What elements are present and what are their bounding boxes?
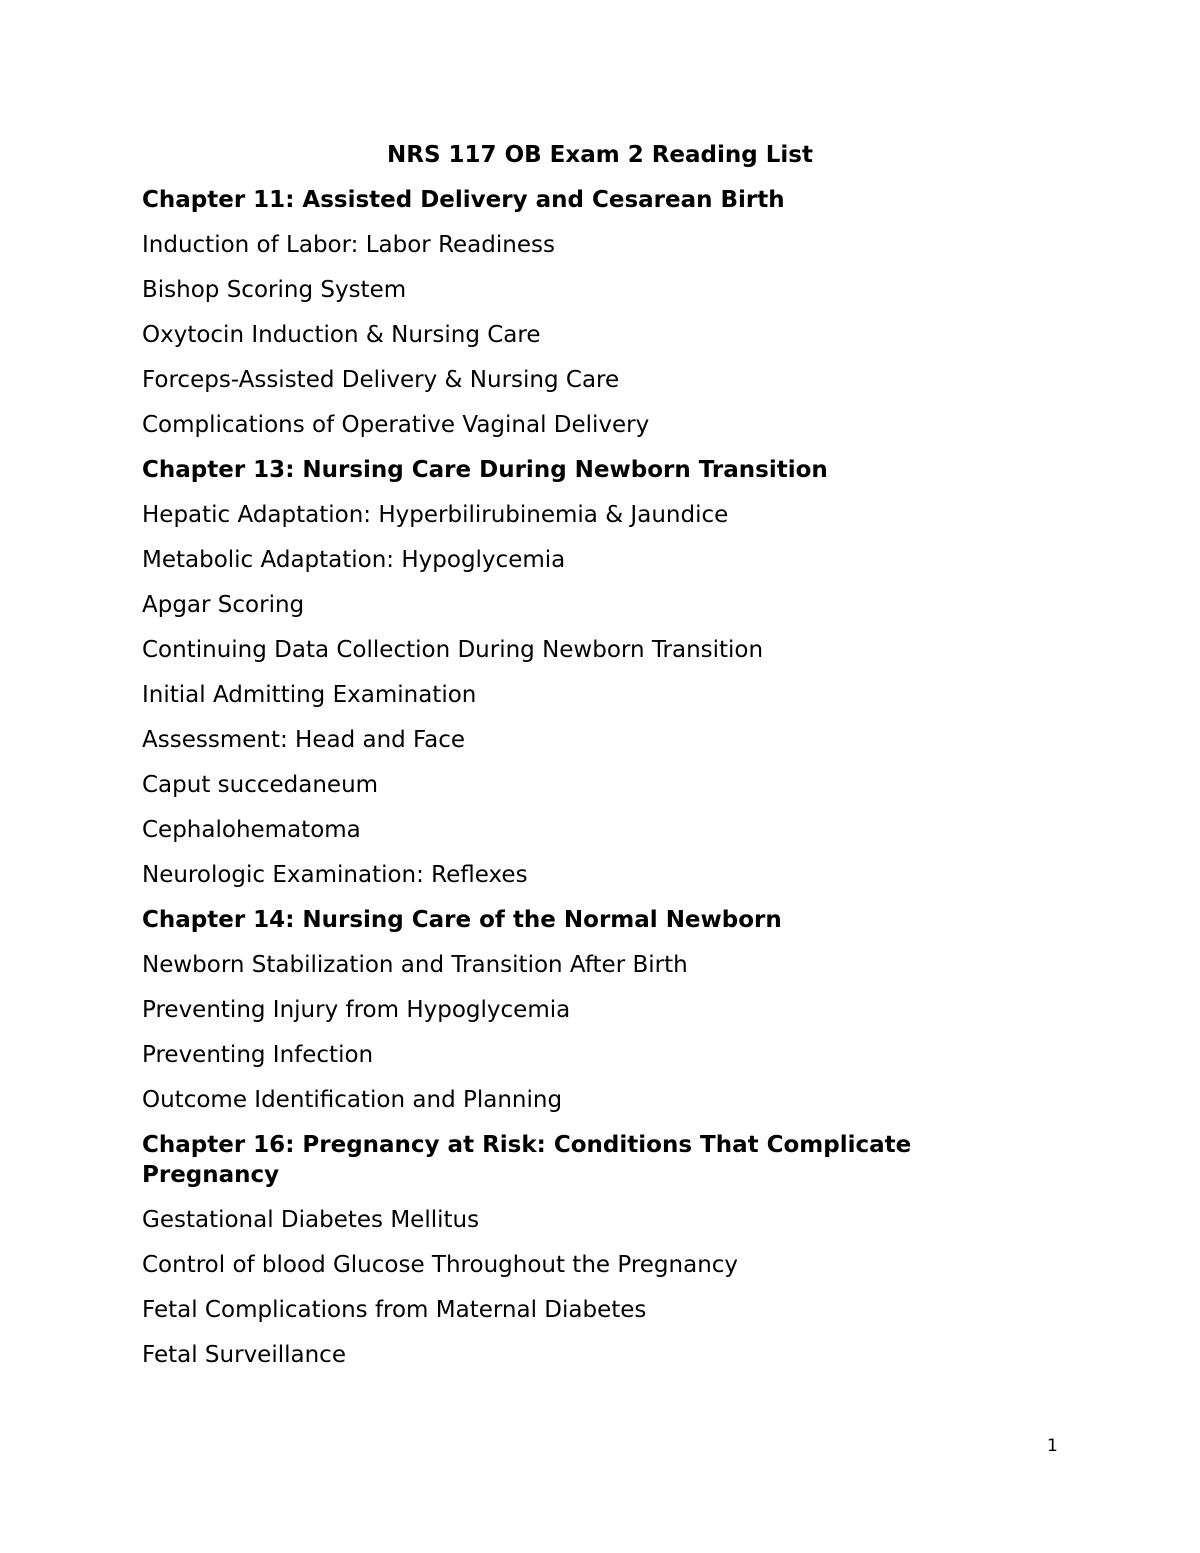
chapter-heading: Chapter 14: Nursing Care of the Normal Newborn: [142, 907, 782, 933]
list-item: Forceps-Assisted Delivery & Nursing Care: [142, 367, 620, 393]
list-item: Fetal Surveillance: [142, 1342, 346, 1368]
list-item: Complications of Operative Vaginal Delivery: [142, 412, 650, 438]
list-item: Hepatic Adaptation: Hyperbilirubinemia & Jaundice: [142, 502, 729, 528]
page-number: 1: [1047, 1436, 1058, 1456]
list-item: Metabolic Adaptation: Hypoglycemia: [142, 547, 566, 573]
chapter-11-section: [142, 183, 962, 453]
list-item: Preventing Injury from Hypoglycemia: [142, 997, 571, 1023]
list-item: Fetal Complications from Maternal Diabetes: [142, 1297, 647, 1323]
list-item: Cephalohematoma: [142, 817, 361, 843]
list-item: Continuing Data Collection During Newborn Transition: [142, 637, 764, 663]
chapter-topic-list: [142, 228, 962, 453]
list-item: Bishop Scoring System: [142, 277, 407, 303]
chapter-heading: Chapter 11: Assisted Delivery and Cesarean Birth: [142, 187, 785, 213]
page-title: NRS 117 OB Exam 2 Reading List: [387, 142, 813, 168]
chapter-14-section: [142, 903, 962, 1128]
chapter-heading: Chapter 13: Nursing Care During Newborn Transition: [142, 457, 828, 483]
list-item: Caput succedaneum: [142, 772, 379, 798]
chapter-topic-list: [142, 1203, 962, 1383]
list-item: Gestational Diabetes Mellitus: [142, 1207, 480, 1233]
reading-list: [142, 183, 962, 1383]
list-item: Preventing Infection: [142, 1042, 374, 1068]
list-item: Control of blood Glucose Throughout the Pregnancy: [142, 1252, 739, 1278]
list-item: Oxytocin Induction & Nursing Care: [142, 322, 541, 348]
list-item: Initial Admitting Examination: [142, 682, 477, 708]
list-item: Apgar Scoring: [142, 592, 305, 618]
list-item: Induction of Labor: Labor Readiness: [142, 232, 555, 258]
list-item: Assessment: Head and Face: [142, 727, 466, 753]
chapter-16-section: [142, 1128, 962, 1383]
chapter-13-section: [142, 453, 962, 903]
list-item: Neurologic Examination: Reflexes: [142, 862, 528, 888]
chapter-heading: Chapter 16: Pregnancy at Risk: Conditions That Complicate Pregnancy: [142, 1132, 912, 1188]
chapter-topic-list: [142, 498, 962, 903]
chapter-topic-list: [142, 948, 962, 1128]
list-item: Newborn Stabilization and Transition After Birth: [142, 952, 688, 978]
list-item: Outcome Identification and Planning: [142, 1087, 563, 1113]
